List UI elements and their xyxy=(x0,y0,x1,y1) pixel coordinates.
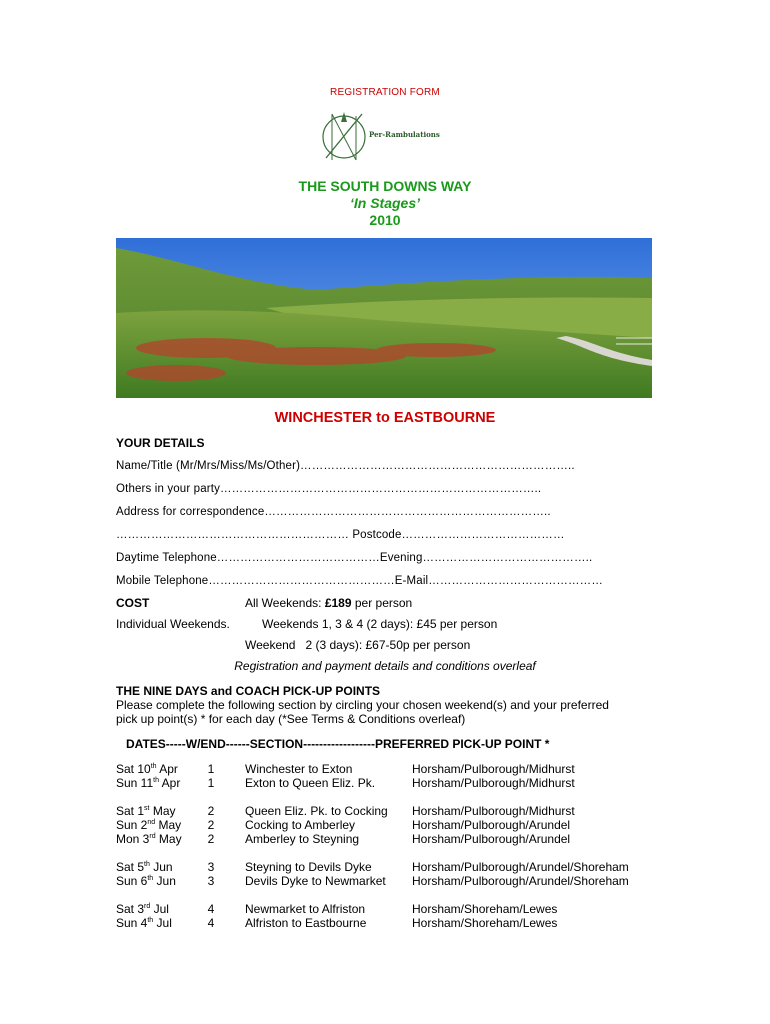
schedule-pickup[interactable]: Horsham/Pulborough/Arundel xyxy=(412,818,571,832)
schedule-weekend[interactable]: 3 xyxy=(207,874,215,888)
schedule-weekend[interactable]: 1 xyxy=(207,762,215,776)
your-details-heading: YOUR DETAILS xyxy=(116,436,205,450)
cost-heading: COST xyxy=(116,596,150,610)
schedule-pickup[interactable]: Horsham/Pulborough/Arundel/Shoreham xyxy=(412,874,629,888)
schedule-section: Devils Dyke to Newmarket xyxy=(245,874,386,888)
individual-weekends-price-2: Weekend 2 (3 days): £67-50p per person xyxy=(245,638,471,652)
name-title-field[interactable]: Name/Title (Mr/Mrs/Miss/Ms/Other)…………………………………………………………….. xyxy=(116,460,575,472)
schedule-pickup[interactable]: Horsham/Shoreham/Lewes xyxy=(412,916,558,930)
instructions-line-2: pick up point(s) * for each day (*See Terms & Conditions overleaf) xyxy=(116,712,466,726)
schedule-date: Sun 11th Apr xyxy=(116,776,181,790)
schedule-date: Sat 5th Jun xyxy=(116,860,173,874)
schedule-weekend[interactable]: 2 xyxy=(207,818,215,832)
schedule-date: Mon 3rd May xyxy=(116,832,182,846)
form-label: REGISTRATION FORM xyxy=(330,87,440,98)
schedule-weekend[interactable]: 3 xyxy=(207,860,215,874)
schedule-date: Sun 2nd May xyxy=(116,818,182,832)
schedule-weekend[interactable]: 4 xyxy=(207,902,215,916)
schedule-date: Sun 4th Jul xyxy=(116,916,172,930)
schedule-date: Sat 10th Apr xyxy=(116,762,178,776)
schedule-date: Sun 6th Jun xyxy=(116,874,176,888)
document-title-block xyxy=(0,178,770,229)
logo-text: Per-Rambulations xyxy=(369,130,440,139)
schedule-section: Cocking to Amberley xyxy=(245,818,356,832)
payment-note: Registration and payment details and conditions overleaf xyxy=(234,659,536,673)
all-weekends-label: All Weekends: xyxy=(245,596,325,610)
all-weekends-amount: £189 xyxy=(324,596,352,610)
address-postcode-field[interactable]: …………………………………………………… Postcode…………………………………… xyxy=(116,529,565,541)
compass-icon xyxy=(323,112,365,160)
schedule-section: Amberley to Steyning xyxy=(245,832,360,846)
all-weekends-suffix: per person xyxy=(351,596,413,610)
schedule-section: Alfriston to Eastbourne xyxy=(245,916,367,930)
document-title: THE SOUTH DOWNS WAY xyxy=(298,178,472,194)
schedule-weekend[interactable]: 1 xyxy=(207,776,215,790)
document-year: 2010 xyxy=(369,212,401,228)
all-weekends-price xyxy=(245,596,412,610)
mobile-email-field[interactable]: Mobile Telephone…………………………………………E-Mail……………………………………… xyxy=(116,575,603,587)
schedule-pickup[interactable]: Horsham/Pulborough/Midhurst xyxy=(412,804,575,818)
telephone-evening-field[interactable]: Daytime Telephone……………………………………Evening…………………………………….. xyxy=(116,552,593,564)
schedule-weekend[interactable]: 2 xyxy=(207,832,215,846)
schedule-date: Sat 1st May xyxy=(116,804,176,818)
schedule-pickup[interactable]: Horsham/Pulborough/Midhurst xyxy=(412,762,575,776)
schedule-date: Sat 3rd Jul xyxy=(116,902,169,916)
address-field[interactable]: Address for correspondence……………………………………………………………….. xyxy=(116,506,551,518)
schedule-weekend[interactable]: 4 xyxy=(207,916,215,930)
nine-days-heading: THE NINE DAYS and COACH PICK-UP POINTS xyxy=(116,684,381,698)
schedule-section: Winchester to Exton xyxy=(245,762,353,776)
schedule-pickup[interactable]: Horsham/Shoreham/Lewes xyxy=(412,902,558,916)
schedule-section: Queen Eliz. Pk. to Cocking xyxy=(245,804,388,818)
schedule-section: Newmarket to Alfriston xyxy=(245,902,366,916)
schedule-section: Steyning to Devils Dyke xyxy=(245,860,372,874)
schedule-section: Exton to Queen Eliz. Pk. xyxy=(245,776,376,790)
schedule-weekend[interactable]: 2 xyxy=(207,804,215,818)
instructions-line-1: Please complete the following section by circling your chosen weekend(s) and your preferred xyxy=(116,698,609,712)
others-in-party-field[interactable]: Others in your party……………………………………………………………………….. xyxy=(116,483,542,495)
individual-weekends-label: Individual Weekends. xyxy=(116,617,230,631)
route-title: WINCHESTER to EASTBOURNE xyxy=(274,410,496,426)
schedule-pickup[interactable]: Horsham/Pulborough/Midhurst xyxy=(412,776,575,790)
schedule-column-header: DATES-----W/END------SECTION------------------PREFERRED PICK-UP POINT * xyxy=(126,737,550,751)
south-downs-landscape-photo xyxy=(116,238,652,398)
individual-weekends-price-1: Weekends 1, 3 & 4 (2 days): £45 per person xyxy=(262,617,498,631)
schedule-pickup[interactable]: Horsham/Pulborough/Arundel/Shoreham xyxy=(412,860,629,874)
schedule-pickup[interactable]: Horsham/Pulborough/Arundel xyxy=(412,832,571,846)
document-subtitle: ‘In Stages’ xyxy=(349,195,421,211)
per-rambulations-logo xyxy=(318,108,450,166)
